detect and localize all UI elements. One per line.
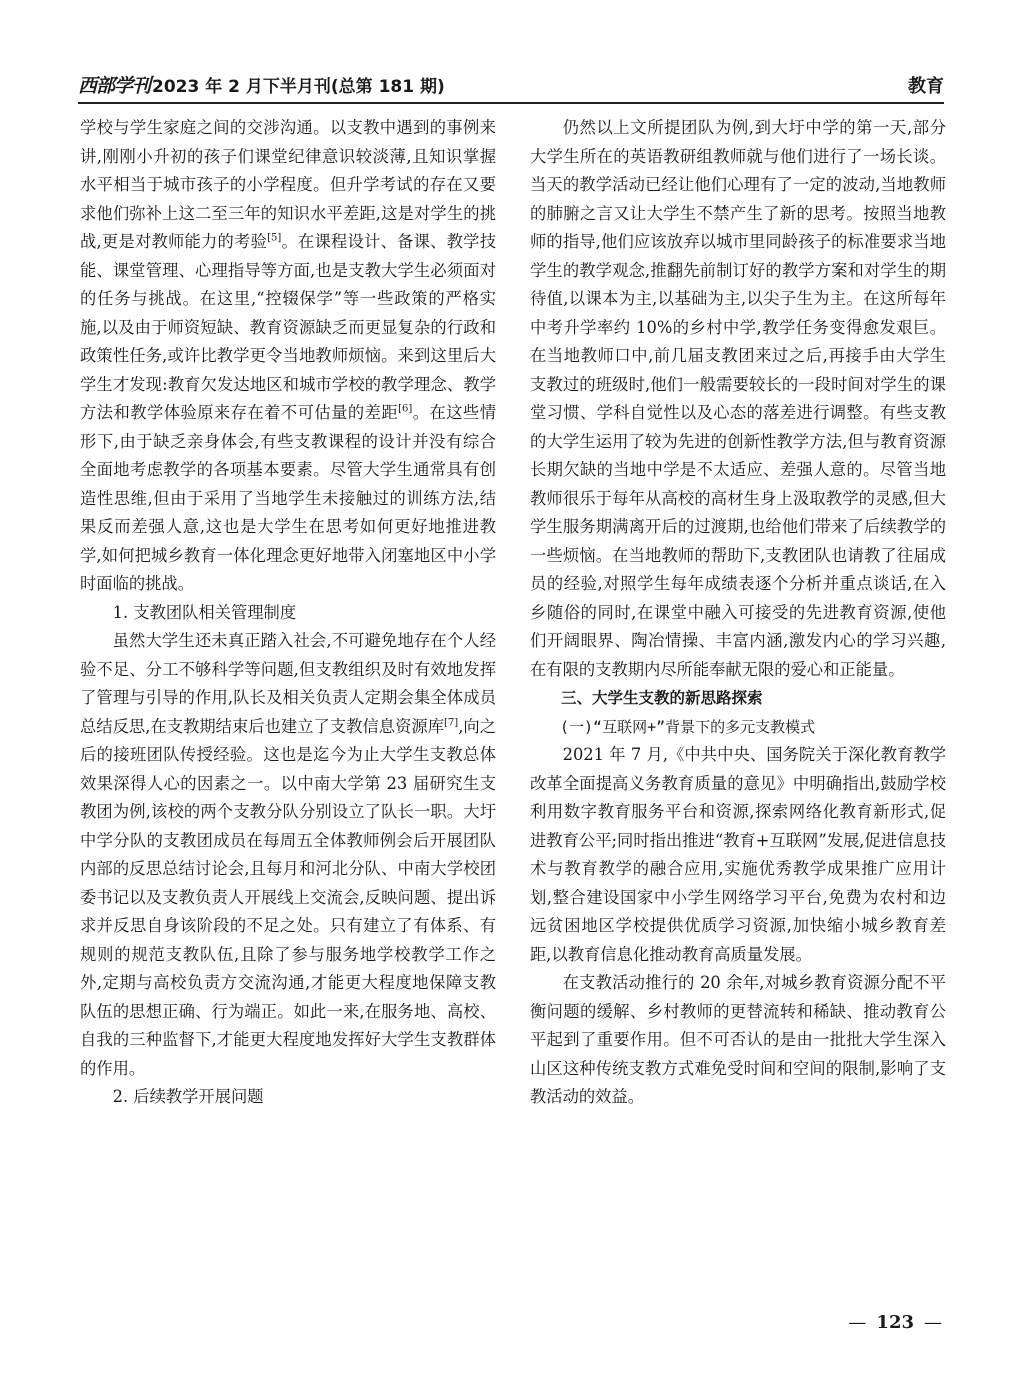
citation: [5]	[267, 232, 282, 244]
citation: [6]	[398, 403, 413, 415]
header-left	[78, 71, 445, 98]
issue-info: 2023 年 2 月下半月刊(总第 181 期)	[152, 77, 445, 97]
left-column	[80, 114, 496, 1294]
paragraph: 在支教活动推行的 20 余年,对城乡教育资源分配不平衡问题的缓解、乡村教师的更替流转和稀缺、推动教育公平起到了重要作用。但不可否认的是由一批批大学生深入山区这种传统支教方式难免受时间和空间的限制,影响了支教活动的效益。	[530, 973, 946, 1106]
page-number: 123	[876, 1312, 914, 1333]
right-column	[530, 114, 946, 1294]
dash-left: —	[848, 1312, 867, 1333]
section-heading: 三、大学生支教的新思路探索	[561, 689, 763, 707]
page-footer	[848, 1312, 942, 1333]
running-header	[78, 70, 944, 104]
paragraph: 学校与学生家庭之间的交涉沟通。以支教中遇到的事例来讲,刚刚小升初的孩子们课堂纪律意识较淡薄,且知识掌握水平相当于城市孩子的小学程度。但升学考试的存在又要求他们弥补上这二至三年的知识水平差距,这是对学生的挑战,更是对教师能力的考验[5]。在课程设计、备课、教学技能、课堂管理、心理指导等方面,也是支教大学生必须面对的任务与挑战。在这里,“控辍保学”等一些政策的严格实施,以及由于师资短缺、教育资源缺乏而更显复杂的行政和政策性任务,或许比教学更令当地教师烦恼。来到这里后大学生才发现:教育欠发达地区和城市学校的教学理念、教学方法和教学体验原来存在着不可估量的差距[6]。在这些情形下,由于缺乏亲身体会,有些支教课程的设计并没有综合全面地考虑教学的各项基本要素。尽管大学生通常具有创造性思维,但由于采用了当地学生未接触过的训练方法,结果反而差强人意,这也是大学生在思考如何更好地推进教学,如何把城乡教育一体化理念更好地带入闭塞地区中小学时面临的挑战。	[80, 118, 496, 593]
section-title: 教育	[908, 76, 944, 97]
paragraph: 仍然以上文所提团队为例,到大圩中学的第一天,部分大学生所在的英语教研组教师就与他们进行了一场长谈。当天的教学活动已经让他们心理有了一定的波动,当地教师的肺腑之言又让大学生不禁产生了新的思考。按照当地教师的指导,他们应该放弃以城市里同龄孩子的标准要求当地学生的教学观念,推翻先前制订好的教学方案和对学生的期待值,以课本为主,以基础为主,以尖子生为主。在这所每年中考升学率约 10%的乡村中学,教学任务变得愈发艰巨。在当地教师口中,前几届支教团来过之后,再接手由大学生支教过的班级时,他们一般需要较长的一段时间对学生的课堂习惯、学科自觉性以及心态的落差进行调整。有些支教的大学生运用了较为先进的创新性教学方法,但与教育资源长期欠缺的当地中学是不太适应、差强人意的。尽管当地教师很乐于每年从高校的高材生身上汲取教学的灵感,但大学生服务期满离开后的过渡期,也给他们带来了后续教学的一些烦恼。在当地教师的帮助下,支教团队也请教了往届成员的经验,对照学生每年成绩表逐个分析并重点谈话,在入乡随俗的同时,在课堂中融入可接受的先进教育资源,使他们开阔眼界、陶冶情操、丰富内涵,激发内心的学习兴趣,在有限的支教期内尽所能奉献无限的爱心和正能量。	[530, 118, 946, 679]
subsection-heading: (一)“互联网+”背景下的多元支教模式	[560, 717, 816, 736]
paragraph: 2021 年 7 月,《中共中央、国务院关于深化教育教学改革全面提高义务教育质量的意见》中明确指出,鼓励学校利用数字教育服务平台和资源,探索网络化教育新形式,促进教育公平;同时指出推进“教育+互联网”发展,促进信息技术与教育教学的融合应用,实施优秀教学成果推广应用计划,整合建设国家中小学生网络学习平台,免费为农村和边远贫困地区学校提供优质学习资源,加快缩小城乡教育差距,以教育信息化推动教育高质量发展。	[530, 745, 946, 964]
dash-right: —	[924, 1312, 942, 1333]
citation: [7]	[444, 717, 459, 729]
journal-logo: 西部学刊	[78, 75, 151, 97]
body-columns	[80, 114, 946, 1294]
subheading: 1. 支教团队相关管理制度	[112, 602, 297, 622]
subheading: 2. 后续教学开展问题	[112, 1087, 264, 1106]
paragraph: 虽然大学生还未真正踏入社会,不可避免地存在个人经验不足、分工不够科学等问题,但支教组织及时有效地发挥了管理与引导的作用,队长及相关负责人定期会集全体成员总结反思,在支教期结束后也建立了支教信息资源库[7],向之后的接班团队传授经验。这也是迄今为止大学生支教总体效果深得人心的因素之一。以中南大学第 23 届研究生支教团为例,该校的两个支教分队分别设立了队长一职。大圩中学分队的支教团成员在每周五全体教师例会后开展团队内部的反思总结讨论会,且每月和河北分队、中南大学校团委书记以及支教负责人开展线上交流会,反映问题、提出诉求并反思自身该阶段的不足之处。只有建立了有体系、有规则的规范支教队伍,且除了参与服务地学校教学工作之外,定期与高校负责方交流沟通,才能更大程度地保障支教队伍的思想正确、行为端正。如此一来,在服务地、高校、自我的三种监督下,才能更大程度地发挥好大学生支教群体的作用。	[80, 631, 496, 1078]
